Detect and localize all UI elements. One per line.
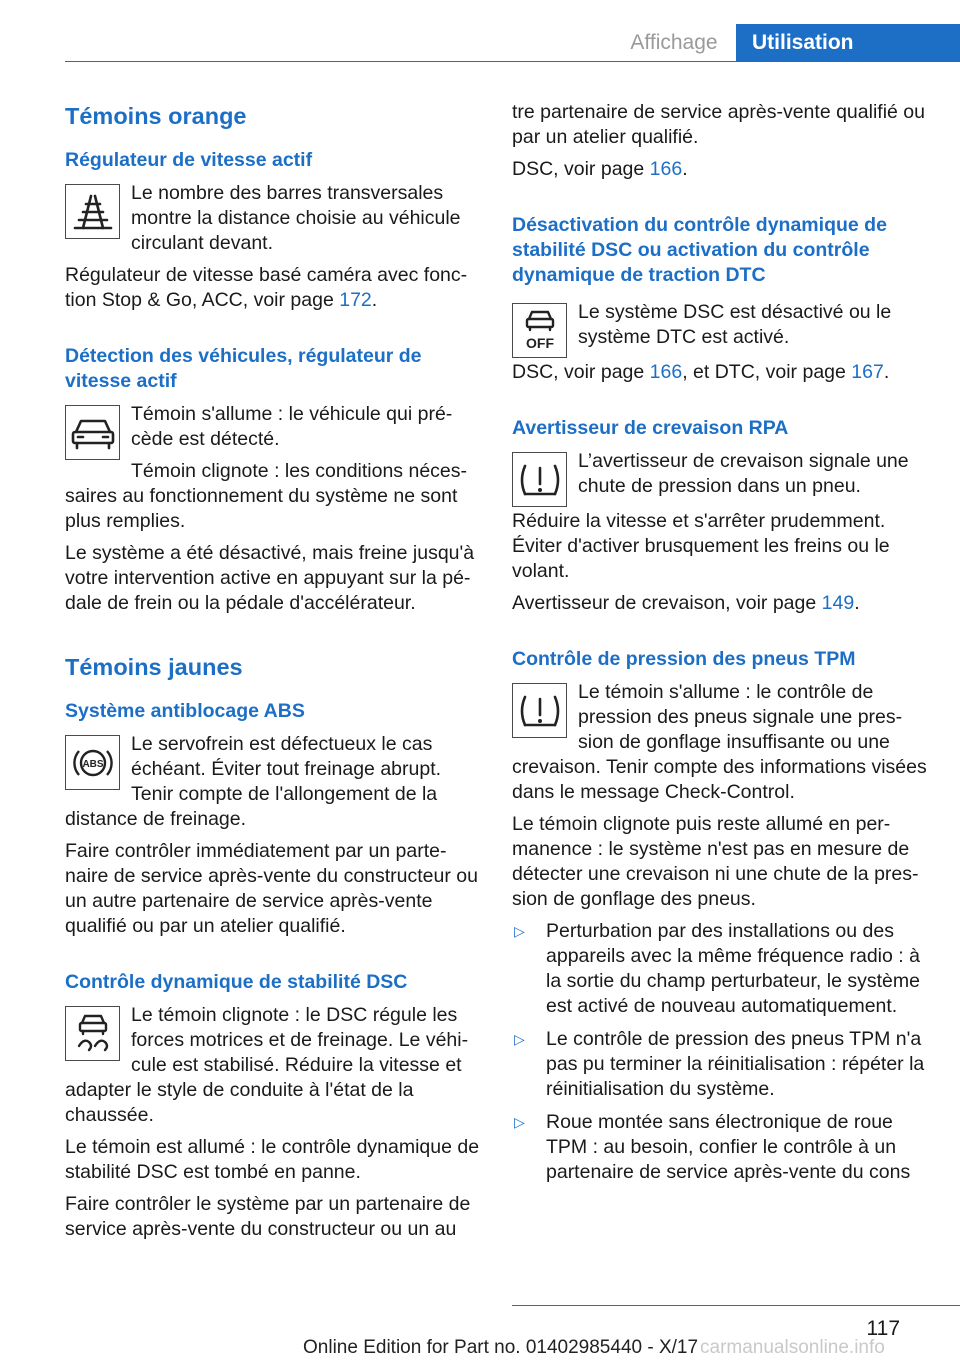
heading-rpa: Avertisseur de crevaison RPA	[512, 417, 789, 439]
distance-bars-icon	[65, 184, 120, 239]
abs-p2: Faire contrôler immédiatement par un partenaire de service après-vente du constructeur ou un autre partenaire de service après-vente qualifié ou par un atelier qualifié.	[65, 840, 478, 937]
page-link-149[interactable]: 149	[821, 592, 855, 614]
dsc-ref: DSC, voir page 166.	[512, 158, 688, 180]
header-rule	[65, 61, 960, 62]
detection-p1: Témoin s'allume : le véhicule qui précède est détecté.	[131, 403, 453, 450]
dsc-p2: Le témoin est allumé : le contrôle dynamique de stabilité DSC est tombé en panne.	[65, 1136, 480, 1183]
heading-detection: Détection des véhicules, régulateur de vitesse actif	[65, 345, 422, 392]
tpm-p2: Le témoin clignote puis reste allumé en permanence : le système n'est pas en mesure de détecter une crevaison ni une chute de la pression de gonflage des pneus.	[512, 813, 919, 910]
tire-pressure-warning-icon	[512, 683, 567, 738]
heading-dsc: Contrôle dynamique de stabilité DSC	[65, 971, 408, 993]
tire-pressure-warning-icon	[512, 452, 567, 507]
detection-p3: Le système a été désactivé, mais freine jusqu'à votre intervention active en appuyant sur la pédale de frein ou la pédale d'accélérateur.	[65, 542, 475, 614]
page-header	[0, 0, 960, 62]
car-front-icon	[65, 405, 120, 460]
footer-rule	[512, 1305, 960, 1306]
list-item: ▷ Le contrôle de pression des pneus TPM n'a pas pu terminer la réinitialisation : répéter la réinitialisation du système.	[514, 1028, 925, 1100]
dsc-icon	[65, 1006, 120, 1061]
abs-p1: Le servofrein est défectueux le cas échéant. Éviter tout freinage abrupt. Tenir compte de l'allongement de la distance de freinage.	[65, 733, 442, 830]
triangle-bullet-icon: ▷	[514, 923, 525, 939]
edition-line: Online Edition for Part no. 01402985440 - X/17	[303, 1337, 699, 1358]
rpa-p1: L’avertisseur de crevaison signale une chute de pression dans un pneu.	[578, 450, 909, 497]
page-link-166b[interactable]: 166	[649, 361, 683, 383]
abs-icon	[65, 735, 120, 790]
tab-utilisation[interactable]: Utilisation	[736, 24, 960, 62]
svg-text:OFF: OFF	[525, 334, 554, 351]
tpm-p1: Le témoin s'allume : le contrôle de pression des pneus signale une pression de gonflage insuffisante ou une crevaison. Tenir compte des informations visées dans le message Check-Control.	[512, 681, 927, 803]
tpm-bullet-list	[512, 919, 927, 1185]
svg-text:ABS: ABS	[81, 758, 104, 770]
list-item: ▷ Perturbation par des installations ou des appareils avec la même fréquence radio : à la sortie du champ perturbateur, le système est activé de nouveau automatiquement.	[514, 920, 920, 1017]
rpa-p2: Réduire la vitesse et s'arrêter prudemment. Éviter d'activer brusquement les freins ou le volant.	[512, 510, 890, 582]
tab-affichage[interactable]: Affichage	[630, 31, 718, 54]
regulateur-ref: Régulateur de vitesse basé caméra avec fonction Stop & Go, ACC, voir page 172.	[65, 264, 468, 311]
desact-ref: DSC, voir page 166, et DTC, voir page 167.	[512, 361, 890, 383]
triangle-bullet-icon: ▷	[514, 1114, 525, 1130]
regulateur-text: Le nombre des barres transversales montre la distance choisie au véhicule circulant devant.	[131, 182, 461, 254]
page-link-166[interactable]: 166	[649, 158, 683, 180]
heading-abs: Système antiblocage ABS	[65, 700, 305, 722]
continued-text: tre partenaire de service après-vente qualifié ou par un atelier qualifié.	[512, 101, 925, 148]
dsc-p1: Le témoin clignote : le DSC régule les forces motrices et de freinage. Le véhicule est stabilisé. Réduire la vitesse et adapter le style de conduite à l'état de la chaussée.	[65, 1004, 469, 1126]
rpa-ref: Avertisseur de crevaison, voir page 149.	[512, 592, 860, 614]
heading-tpm: Contrôle de pression des pneus TPM	[512, 648, 856, 670]
page-number: 117	[866, 1317, 900, 1340]
heading-regulateur: Régulateur de vitesse actif	[65, 149, 313, 171]
desact-p1: Le système DSC est désactivé ou le système DTC est activé.	[578, 301, 892, 348]
heading-temoins-jaunes: Témoins jaunes	[65, 654, 243, 680]
triangle-bullet-icon: ▷	[514, 1031, 525, 1047]
detection-p2: Témoin clignote : les conditions nécessaires au fonctionnement du système ne sont plus remplies.	[65, 460, 468, 532]
heading-temoins-orange: Témoins orange	[65, 103, 247, 129]
right-column	[512, 100, 927, 1193]
list-item: ▷ Roue montée sans électronique de roue TPM : au besoin, confier le contrôle à un partenaire de service après-vente du cons	[514, 1111, 911, 1183]
page-link-167[interactable]: 167	[851, 361, 884, 383]
dsc-off-icon	[512, 303, 567, 358]
page-link-172[interactable]: 172	[339, 289, 372, 311]
heading-desactivation: Désactivation du contrôle dynamique de stabilité DSC ou activation du contrôle dynamique de traction DTC	[512, 214, 887, 286]
left-column	[65, 100, 480, 1249]
dsc-p3: Faire contrôler le système par un partenaire de service après-vente du constructeur ou un au	[65, 1193, 471, 1240]
watermark: carmanualsonline.info	[700, 1337, 885, 1358]
